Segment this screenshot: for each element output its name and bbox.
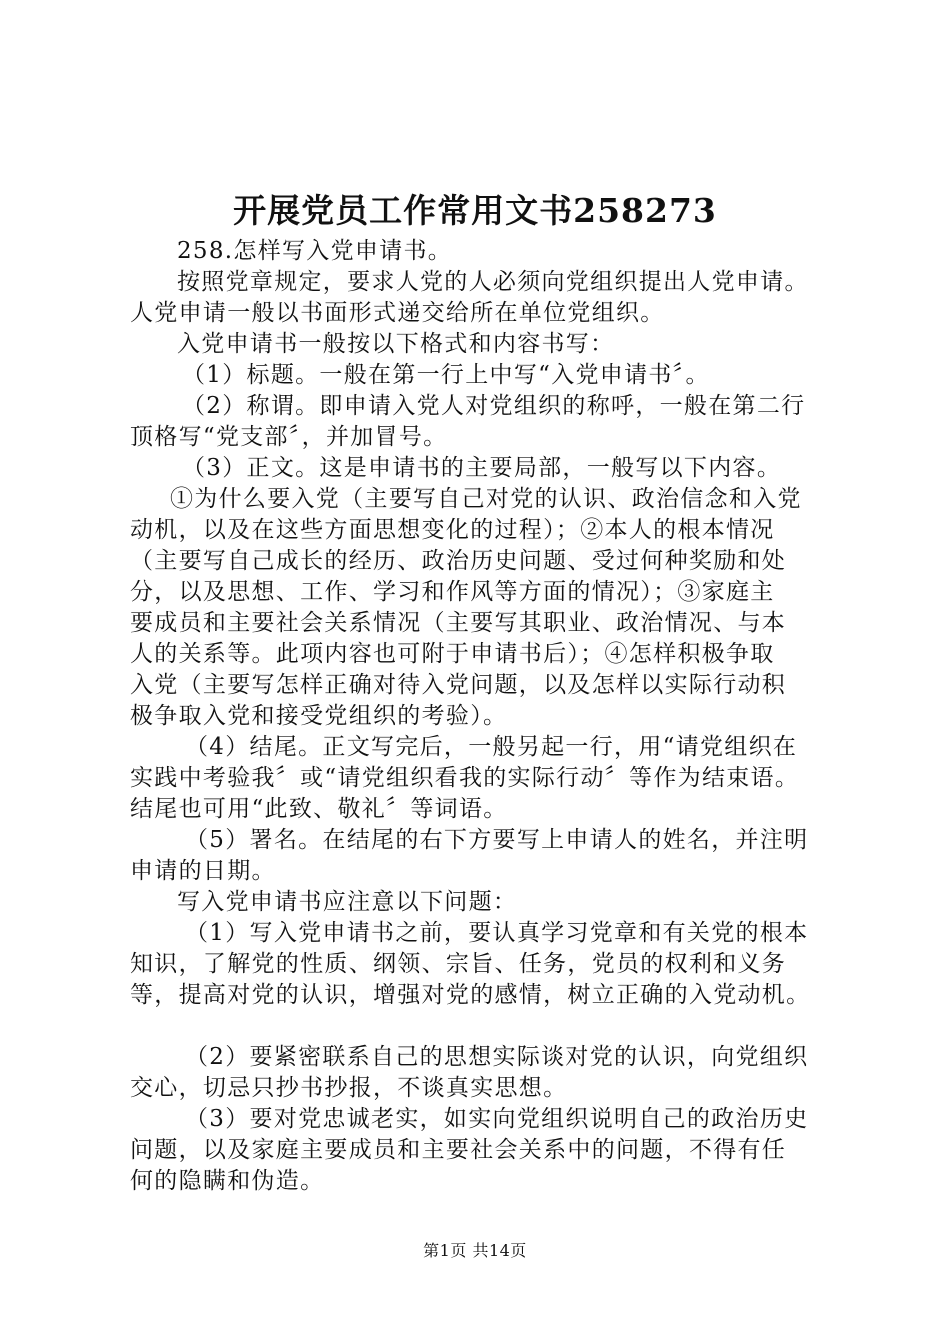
paragraph-line: 申请的日期。: [130, 858, 276, 884]
paragraph-line: （3）要对党忠诚老实，如实向党组织说明自己的政治历史: [185, 1106, 809, 1132]
paragraph-line: 问题，以及家庭主要成员和主要社会关系中的问题，不得有任: [130, 1137, 787, 1163]
paragraph-line: 结尾也可用“此致、敬礼〞等词语。: [130, 796, 508, 822]
paragraph-line: 何的隐瞒和伪造。: [130, 1168, 325, 1194]
paragraph-line: 交心，切忌只抄书抄报，不谈真实思想。: [130, 1075, 568, 1101]
paragraph-line: 分，以及思想、工作、学习和作风等方面的情况）；③家庭主: [130, 579, 775, 605]
paragraph-line: 实践中考验我〞或“请党组织看我的实际行动〞等作为结束语。: [130, 765, 800, 791]
paragraph-line: 知识，了解党的性质、纲领、宗旨、任务，党员的权利和义务: [130, 951, 787, 977]
document-title: 开展党员工作常用文书258273: [233, 191, 717, 230]
paragraph-line: 按照党章规定，要求人党的人必须向党组织提出人党申请。: [177, 269, 809, 295]
page-footer: 第1页 共14页: [423, 1241, 527, 1260]
paragraph-line: （2）要紧密联系自己的思想实际谈对党的认识，向党组织: [185, 1044, 809, 1070]
paragraph-line: ①为什么要入党（主要写自己对党的认识、政治信念和入党: [170, 486, 802, 512]
paragraph-line: 入党申请书一般按以下格式和内容书写：: [177, 331, 615, 357]
paragraph-line: 极争取入党和接受党组织的考验）。: [130, 703, 508, 729]
paragraph-line: 要成员和主要社会关系情况（主要写其职业、政治情况、与本: [130, 610, 787, 636]
paragraph-line: 顶格写“党支部〞，并加冒号。: [130, 424, 448, 450]
paragraph-line: （主要写自己成长的经历、政治历史问题、受过何种奖励和处: [130, 548, 787, 574]
paragraph-line: （1）写入党申请书之前，要认真学习党章和有关党的根本: [185, 920, 809, 946]
paragraph-line: （3）正文。这是申请书的主要局部，一般写以下内容。: [182, 455, 782, 481]
paragraph-line: （1）标题。一般在第一行上中写“入党申请书〞。: [182, 362, 710, 388]
paragraph-line: （2）称谓。即申请入党人对党组织的称呼，一般在第二行: [182, 393, 806, 419]
paragraph-line: 等，提高对党的认识，增强对党的感情，树立正确的入党动机。: [130, 982, 811, 1008]
paragraph-line: 人党申请一般以书面形式递交给所在单位党组织。: [130, 300, 665, 326]
paragraph-line: （4）结尾。正文写完后，一般另起一行，用“请党组织在: [185, 734, 798, 760]
paragraph-line: 258.怎样写入党申请书。: [177, 238, 453, 264]
paragraph-line: 写入党申请书应注意以下问题：: [177, 889, 518, 915]
paragraph-line: 动机，以及在这些方面思想变化的过程）；②本人的根本情况: [130, 517, 775, 543]
paragraph-line: （5）署名。在结尾的右下方要写上申请人的姓名，并注明: [185, 827, 809, 853]
paragraph-line: 人的关系等。此项内容也可附于申请书后）；④怎样积极争取: [130, 641, 775, 667]
document-body: [130, 236, 830, 1197]
paragraph-gap: [130, 1011, 830, 1042]
paragraph-line: 入党（主要写怎样正确对待入党问题，以及怎样以实际行动积: [130, 672, 787, 698]
